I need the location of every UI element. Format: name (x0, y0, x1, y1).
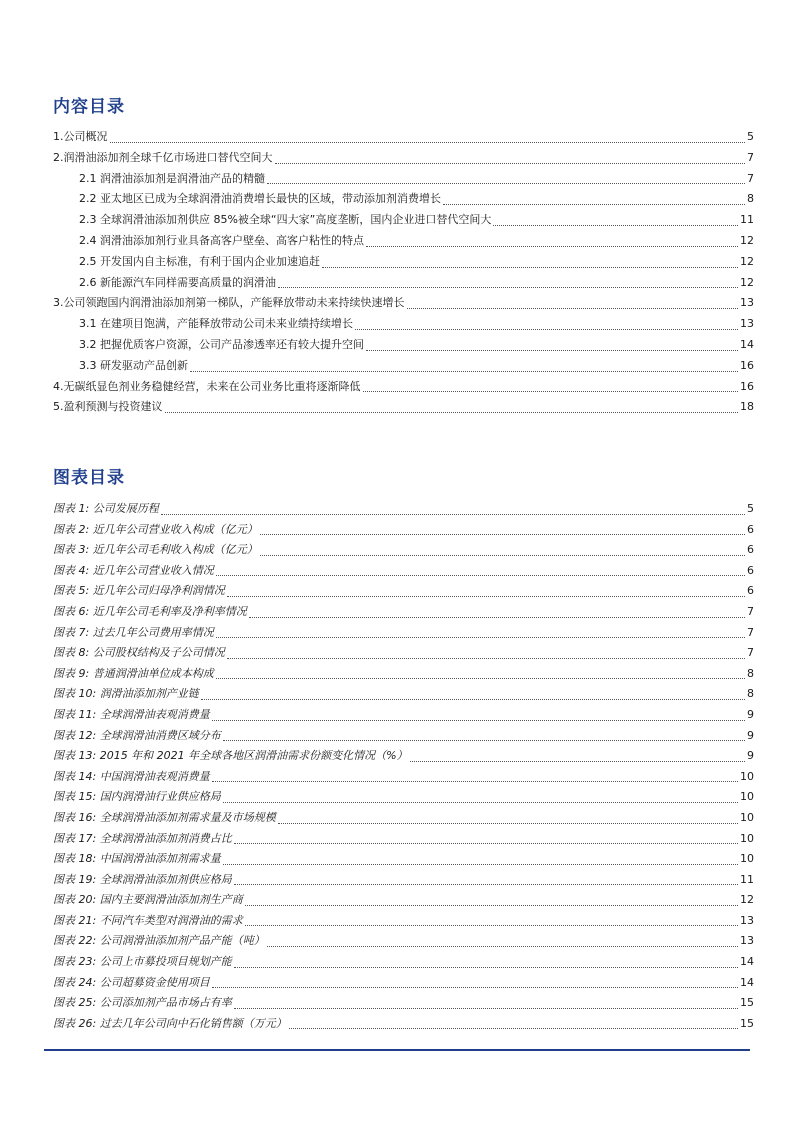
dot-leader (267, 946, 738, 947)
figure-entry-label: 图表 26: 过去几年公司向中石化销售额（万元） (53, 1016, 287, 1030)
figure-entry-page-number: 9 (747, 707, 754, 721)
figure-entry[interactable] (53, 684, 754, 705)
toc-entry-page-number: 16 (740, 358, 754, 372)
figure-entry-label: 图表 20: 国内主要润滑油添加剂生产商 (53, 893, 243, 907)
dot-leader (275, 163, 746, 164)
toc-entry[interactable] (53, 273, 754, 294)
toc-entry-page-number: 16 (740, 379, 754, 393)
figure-entry[interactable] (53, 931, 754, 952)
toc-entry-label: 3.公司领跑国内润滑油添加剂第一梯队，产能释放带动未来持续快速增长 (53, 296, 405, 310)
dot-leader (216, 575, 745, 576)
figure-entry-page-number: 7 (747, 625, 754, 639)
toc-entry-label: 2.3 全球润滑油添加剂供应 85%被全球“四大家”高度垄断，国内企业进口替代空间大 (79, 213, 492, 227)
figure-entry-page-number: 6 (747, 522, 754, 536)
figure-entry[interactable] (53, 829, 754, 850)
figure-entry[interactable] (53, 870, 754, 891)
toc-entry-page-number: 7 (747, 171, 754, 185)
figure-entry-label: 图表 21: 不同汽车类型对润滑油的需求 (53, 913, 243, 927)
toc-entry-label: 5.盈利预测与投资建议 (53, 400, 163, 414)
figure-entry[interactable] (53, 973, 754, 994)
dot-leader (493, 225, 738, 226)
toc-entry-label: 2.1 润滑油添加剂是润滑油产品的精髓 (79, 171, 265, 185)
dot-leader (245, 905, 738, 906)
figure-entry-label: 图表 2: 近几年公司营业收入构成（亿元） (53, 522, 258, 536)
dot-leader (278, 823, 738, 824)
figure-entry[interactable] (53, 643, 754, 664)
dot-leader (260, 555, 745, 556)
figure-entry[interactable] (53, 849, 754, 870)
toc-entry-page-number: 8 (747, 192, 754, 206)
figure-entry-label: 图表 17: 全球润滑油添加剂消费占比 (53, 831, 232, 845)
figure-entry-label: 图表 9: 普通润滑油单位成本构成 (53, 666, 214, 680)
figure-entry-page-number: 7 (747, 604, 754, 618)
dot-leader (190, 371, 738, 372)
figure-entry[interactable] (53, 499, 754, 520)
figures-title: 图表目录 (53, 468, 125, 488)
dot-leader (212, 987, 738, 988)
toc-entry-label: 2.6 新能源汽车同样需要高质量的润滑油 (79, 275, 276, 289)
figure-entry-page-number: 6 (747, 563, 754, 577)
figure-entry-page-number: 15 (740, 1016, 754, 1030)
footer-divider (44, 1049, 750, 1051)
toc-entry-label: 2.5 开发国内自主标准，有利于国内企业加速追赶 (79, 254, 320, 268)
figure-entry[interactable] (53, 993, 754, 1014)
figure-entry-page-number: 9 (747, 749, 754, 763)
toc-entry[interactable] (53, 210, 754, 231)
figure-entry-label: 图表 22: 公司润滑油添加剂产品产能（吨） (53, 934, 265, 948)
dot-leader (366, 350, 738, 351)
dot-leader (201, 699, 745, 700)
figure-entry[interactable] (53, 746, 754, 767)
figure-entry-label: 图表 4: 近几年公司营业收入情况 (53, 563, 214, 577)
figure-entry-page-number: 12 (740, 893, 754, 907)
figure-entry-label: 图表 10: 润滑油添加剂产业链 (53, 687, 199, 701)
dot-leader (267, 183, 745, 184)
dot-leader (410, 761, 745, 762)
figure-entry-label: 图表 19: 全球润滑油添加剂供应格局 (53, 872, 232, 886)
figure-entry-page-number: 6 (747, 584, 754, 598)
figure-entry[interactable] (53, 890, 754, 911)
figure-entry-label: 图表 15: 国内润滑油行业供应格局 (53, 790, 221, 804)
figure-entry[interactable] (53, 561, 754, 582)
toc-entry[interactable] (53, 189, 754, 210)
figure-entry-page-number: 15 (740, 996, 754, 1010)
dot-leader (234, 843, 738, 844)
figure-entry-page-number: 13 (740, 934, 754, 948)
toc-entry-label: 3.1 在建项目饱满，产能释放带动公司未来业绩持续增长 (79, 317, 353, 331)
figure-entry[interactable] (53, 767, 754, 788)
figure-entry-label: 图表 6: 近几年公司毛利率及净利率情况 (53, 604, 247, 618)
dot-leader (289, 1028, 738, 1029)
figure-entry[interactable] (53, 952, 754, 973)
dot-leader (363, 391, 739, 392)
figure-entry-page-number: 14 (740, 975, 754, 989)
toc-entry-page-number: 11 (740, 213, 754, 227)
dot-leader (234, 967, 738, 968)
toc-entry[interactable] (53, 127, 754, 148)
toc-entry[interactable] (53, 293, 754, 314)
toc-entry-label: 2.4 润滑油添加剂行业具备高客户壁垒、高客户粘性的特点 (79, 233, 364, 247)
figure-entry[interactable] (53, 540, 754, 561)
figure-entry-label: 图表 24: 公司超募资金使用项目 (53, 975, 210, 989)
figure-entry-page-number: 7 (747, 646, 754, 660)
figure-entry-label: 图表 25: 公司添加剂产品市场占有率 (53, 996, 232, 1010)
toc-entry-label: 2.润滑油添加剂全球千亿市场进口替代空间大 (53, 150, 273, 164)
figure-entry[interactable] (53, 581, 754, 602)
figure-entry-page-number: 10 (740, 852, 754, 866)
dot-leader (245, 925, 738, 926)
dot-leader (110, 142, 746, 143)
dot-leader (223, 802, 738, 803)
figure-entry[interactable] (53, 787, 754, 808)
toc-title: 内容目录 (53, 97, 125, 117)
toc-entry-label: 3.3 研发驱动产品创新 (79, 358, 188, 372)
figure-entry[interactable] (53, 1014, 754, 1035)
figure-entry[interactable] (53, 705, 754, 726)
dot-leader (260, 534, 745, 535)
dot-leader (165, 412, 739, 413)
dot-leader (278, 287, 738, 288)
toc-entry-label: 2.2 亚太地区已成为全球润滑油消费增长最快的区域，带动添加剂消费增长 (79, 192, 441, 206)
dot-leader (443, 204, 745, 205)
figure-entry-page-number: 13 (740, 913, 754, 927)
toc-entry-label: 1.公司概况 (53, 130, 108, 143)
dot-leader (161, 514, 745, 515)
figure-entry[interactable] (53, 623, 754, 644)
toc-entry-label: 3.2 把握优质客户资源，公司产品渗透率还有较大提升空间 (79, 337, 364, 351)
figure-entry-page-number: 8 (747, 687, 754, 701)
toc-entry[interactable] (53, 148, 754, 169)
toc-list (53, 127, 754, 418)
figure-entry[interactable] (53, 911, 754, 932)
figure-entry-page-number: 10 (740, 831, 754, 845)
figure-entry-label: 图表 12: 全球润滑油消费区域分布 (53, 728, 221, 742)
figure-entry-label: 图表 23: 公司上市募投项目规划产能 (53, 955, 232, 969)
toc-entry[interactable] (53, 356, 754, 377)
toc-entry-page-number: 13 (740, 317, 754, 331)
dot-leader (234, 884, 738, 885)
dot-leader (223, 864, 738, 865)
figure-entry-page-number: 6 (747, 543, 754, 557)
figure-entry-label: 图表 7: 过去几年公司费用率情况 (53, 625, 214, 639)
figure-entry-page-number: 14 (740, 955, 754, 969)
dot-leader (227, 658, 745, 659)
figure-entry-label: 图表 11: 全球润滑油表观消费量 (53, 707, 210, 721)
figure-entry-label: 图表 3: 近几年公司毛利收入构成（亿元） (53, 543, 258, 557)
toc-entry-page-number: 5 (747, 130, 754, 143)
dot-leader (407, 308, 739, 309)
dot-leader (249, 617, 745, 618)
toc-entry-page-number: 12 (740, 254, 754, 268)
figure-entry-label: 图表 18: 中国润滑油添加剂需求量 (53, 852, 221, 866)
dot-leader (322, 267, 738, 268)
figure-entry-label: 图表 16: 全球润滑油添加剂需求量及市场规模 (53, 810, 276, 824)
dot-leader (216, 678, 745, 679)
toc-entry-page-number: 12 (740, 233, 754, 247)
dot-leader (234, 1008, 738, 1009)
figure-entry-label: 图表 1: 公司发展历程 (53, 502, 159, 515)
figure-entry-page-number: 9 (747, 728, 754, 742)
toc-entry[interactable] (53, 169, 754, 190)
figure-entry-label: 图表 8: 公司股权结构及子公司情况 (53, 646, 225, 660)
dot-leader (223, 740, 745, 741)
figure-entry-page-number: 8 (747, 666, 754, 680)
figure-entry-label: 图表 5: 近几年公司归母净利润情况 (53, 584, 225, 598)
toc-entry-page-number: 12 (740, 275, 754, 289)
figure-entry[interactable] (53, 520, 754, 541)
toc-entry[interactable] (53, 377, 754, 398)
figure-entry[interactable] (53, 808, 754, 829)
figure-entry-page-number: 10 (740, 790, 754, 804)
dot-leader (212, 720, 745, 721)
toc-entry[interactable] (53, 397, 754, 418)
dot-leader (366, 246, 738, 247)
figure-entry[interactable] (53, 664, 754, 685)
toc-entry-page-number: 7 (747, 150, 754, 164)
toc-entry[interactable] (53, 252, 754, 273)
figure-entry[interactable] (53, 726, 754, 747)
toc-entry-label: 4.无碳纸显色剂业务稳健经营，未来在公司业务比重将逐渐降低 (53, 379, 361, 393)
dot-leader (227, 596, 745, 597)
dot-leader (216, 637, 745, 638)
figure-entry-page-number: 11 (740, 872, 754, 886)
figure-entry-page-number: 10 (740, 810, 754, 824)
figure-entry-label: 图表 13: 2015 年和 2021 年全球各地区润滑油需求份额变化情况（%） (53, 749, 408, 763)
toc-entry-page-number: 18 (740, 400, 754, 414)
figure-entry-page-number: 10 (740, 769, 754, 783)
toc-entry[interactable] (53, 314, 754, 335)
figures-list (53, 499, 754, 1034)
figure-entry[interactable] (53, 602, 754, 623)
figure-entry-page-number: 5 (747, 502, 754, 515)
toc-entry[interactable] (53, 231, 754, 252)
figure-entry-label: 图表 14: 中国润滑油表观消费量 (53, 769, 210, 783)
dot-leader (212, 781, 738, 782)
toc-entry-page-number: 13 (740, 296, 754, 310)
dot-leader (355, 329, 738, 330)
toc-entry-page-number: 14 (740, 337, 754, 351)
toc-entry[interactable] (53, 335, 754, 356)
